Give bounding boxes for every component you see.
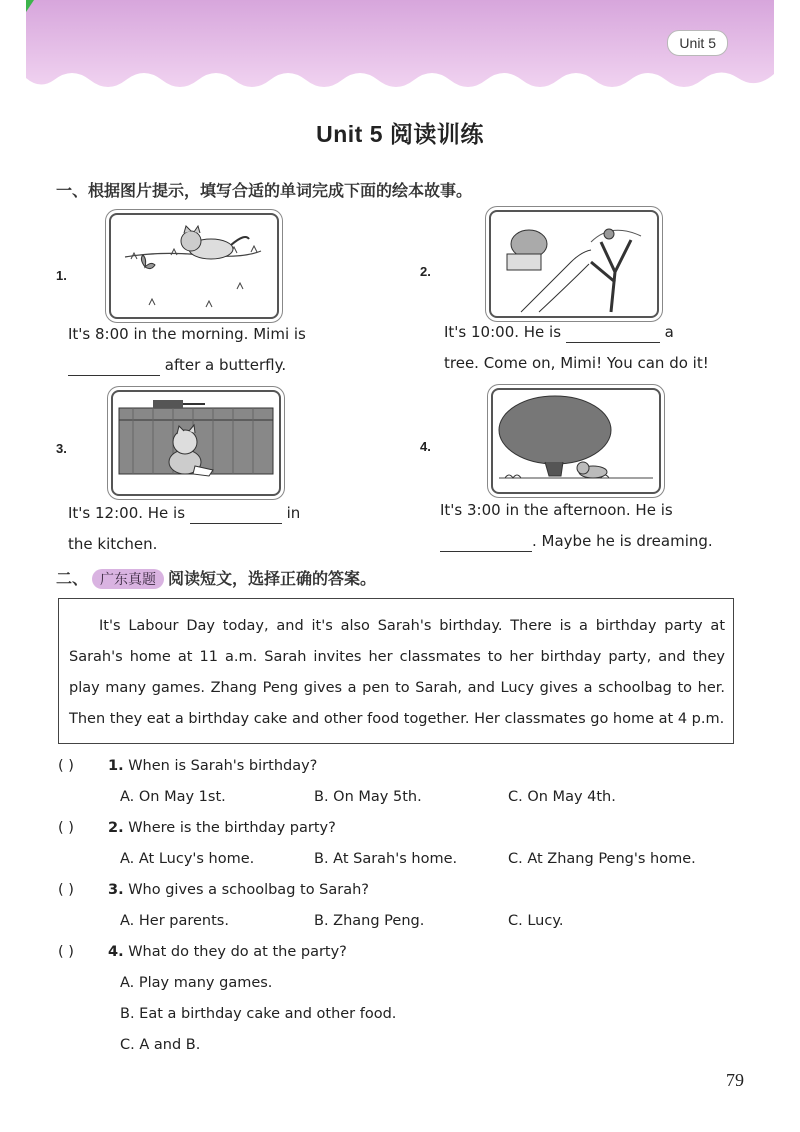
reading-passage-box (58, 598, 734, 744)
question-3-number: 3. (108, 882, 124, 898)
question-1 (58, 758, 317, 774)
item3-picture (111, 390, 281, 496)
item1-number: 1. (56, 268, 67, 283)
banner-wave-shape (26, 0, 774, 96)
item2-number: 2. (420, 264, 431, 279)
item4-line2 (440, 530, 713, 552)
question-3 (58, 882, 369, 898)
question-3-text: Who gives a schoolbag to Sarah? (123, 882, 369, 898)
question-2-number: 2. (108, 820, 124, 836)
answer-paren-2[interactable]: ( ) (58, 820, 74, 836)
item2-line1 (444, 321, 674, 343)
q4-option-a: A. Play many games. (120, 975, 273, 991)
reading-passage: It's Labour Day today, and it's also Sarah's birthday. There is a birthday party at Sarah's home at 11 a.m. Sarah invites her classmates to her birthday party, and they play many games. Zhang Peng gives a pen to Sarah, and Lucy gives a schoolbag to her. Then they eat a birthday cake and other food together. Her classmates go home at 4 p.m. (69, 618, 725, 727)
item4-line1: It's 3:00 in the afternoon. He is (440, 501, 673, 519)
q3-option-a: A. Her parents. (120, 913, 229, 929)
item1-answer-blank[interactable] (68, 359, 160, 376)
question-2-text: Where is the birthday party? (123, 820, 336, 836)
item3-line2: the kitchen. (68, 535, 158, 553)
q1-option-b: B. On May 5th. (314, 789, 422, 805)
cat-eating-kitchen-illustration (113, 392, 279, 494)
q4-option-c: C. A and B. (120, 1037, 201, 1053)
q2-option-c: C. At Zhang Peng's home. (508, 851, 696, 867)
item3-answer-blank[interactable] (190, 507, 282, 524)
item3-line1-text: It's 12:00. He is (68, 504, 190, 522)
item1-picture (109, 213, 279, 319)
cat-chasing-butterfly-illustration (111, 215, 277, 317)
guangdong-exam-tag: 广东真题 (92, 569, 164, 589)
q2-option-a: A. At Lucy's home. (120, 851, 255, 867)
q1-option-c: C. On May 4th. (508, 789, 616, 805)
item2-line2: tree. Come on, Mimi! You can do it! (444, 354, 709, 372)
cat-climbing-tree-illustration (491, 212, 657, 316)
section2-heading (56, 566, 376, 589)
item4-picture (491, 388, 661, 494)
item2-answer-blank[interactable] (566, 326, 660, 343)
item2-line1-end: a (659, 323, 674, 341)
item4-answer-blank[interactable] (440, 535, 532, 552)
item2-picture (489, 210, 659, 318)
page-number: 79 (726, 1070, 744, 1090)
q3-option-b: B. Zhang Peng. (314, 913, 425, 929)
q1-option-a: A. On May 1st. (120, 789, 226, 805)
item2-line1-text: It's 10:00. He is (444, 323, 566, 341)
answer-paren-4[interactable]: ( ) (58, 944, 74, 960)
page-title: Unit 5 阅读训练 (316, 121, 484, 147)
question-4-number: 4. (108, 944, 124, 960)
q4-option-b: B. Eat a birthday cake and other food. (120, 1006, 397, 1022)
question-4-text: What do they do at the party? (123, 944, 347, 960)
section2-heading-text: 阅读短文，选择正确的答案。 (168, 571, 377, 588)
section1-heading: 一、根据图片提示，填写合适的单词完成下面的绘本故事。 (56, 183, 473, 200)
header-banner (26, 0, 774, 96)
item3-number: 3. (56, 441, 67, 456)
unit-tag: Unit 5 (667, 30, 728, 56)
item4-number: 4. (420, 439, 431, 454)
item1-line2-text: after a butterfly. (160, 356, 287, 374)
item3-line1-end: in (281, 504, 301, 522)
question-1-text: When is Sarah's birthday? (123, 758, 318, 774)
answer-paren-3[interactable]: ( ) (58, 882, 74, 898)
item3-line1 (68, 502, 300, 524)
answer-paren-1[interactable]: ( ) (58, 758, 74, 774)
section2-heading-prefix: 二、 (56, 571, 89, 588)
cat-sleeping-tree-illustration (493, 390, 659, 492)
q3-option-c: C. Lucy. (508, 913, 564, 929)
question-2 (58, 820, 336, 836)
item1-line1: It's 8:00 in the morning. Mimi is (68, 325, 306, 343)
question-4 (58, 944, 347, 960)
question-1-number: 1. (108, 758, 124, 774)
item4-line2-text: . Maybe he is dreaming. (532, 532, 713, 550)
item1-line2 (68, 354, 286, 376)
q2-option-b: B. At Sarah's home. (314, 851, 458, 867)
